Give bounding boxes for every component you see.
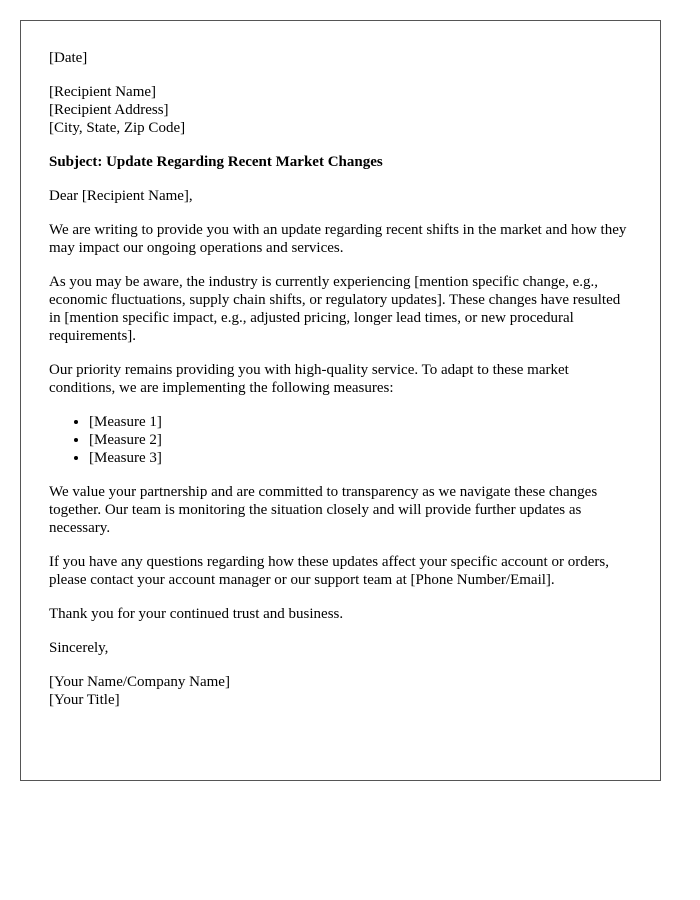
measure-item: • [Measure 3] (89, 449, 632, 467)
body-paragraph: If you have any questions regarding how these updates affect your specific account or orders, please contact your account manager or our support team at [Phone Number/Email]. (49, 554, 609, 588)
recipient-block (49, 83, 632, 137)
recipient-city-state-zip: [City, State, Zip Code] (49, 120, 186, 136)
greeting: Dear [Recipient Name], (49, 188, 193, 204)
body-paragraph: Thank you for your continued trust and business. (49, 606, 344, 622)
measure-item: • [Measure 2] (89, 431, 632, 449)
body-paragraph: Our priority remains providing you with high-quality service. To adapt to these market conditions, we are implementing the following measures: (49, 362, 569, 396)
signature-title: [Your Title] (49, 692, 120, 708)
sign-off: Sincerely, (49, 640, 109, 656)
signature-name: [Your Name/Company Name] (49, 674, 230, 690)
measure-item: • [Measure 1] (89, 413, 632, 431)
letter-page (20, 20, 661, 781)
measures-list (49, 413, 632, 467)
body-paragraph: We value your partnership and are committed to transparency as we navigate these changes together. Our team is monitoring the situation closely and will provide further updates as necessary. (49, 484, 598, 536)
recipient-name: [Recipient Name] (49, 84, 157, 100)
recipient-address: [Recipient Address] (49, 102, 169, 118)
subject-line: Subject: Update Regarding Recent Market Changes (49, 154, 383, 170)
body-paragraph: We are writing to provide you with an update regarding recent shifts in the market and how they may impact our ongoing operations and services. (49, 222, 627, 256)
date-line: [Date] (49, 50, 88, 66)
body-paragraph: As you may be aware, the industry is currently experiencing [mention specific change, e.g., economic fluctuations, supply chain shifts, or regulatory updates]. These changes have resulted in [mention specific impact, e.g., adjusted pricing, longer lead times, or new procedural requirements]. (49, 274, 621, 344)
signature-block (49, 673, 632, 709)
